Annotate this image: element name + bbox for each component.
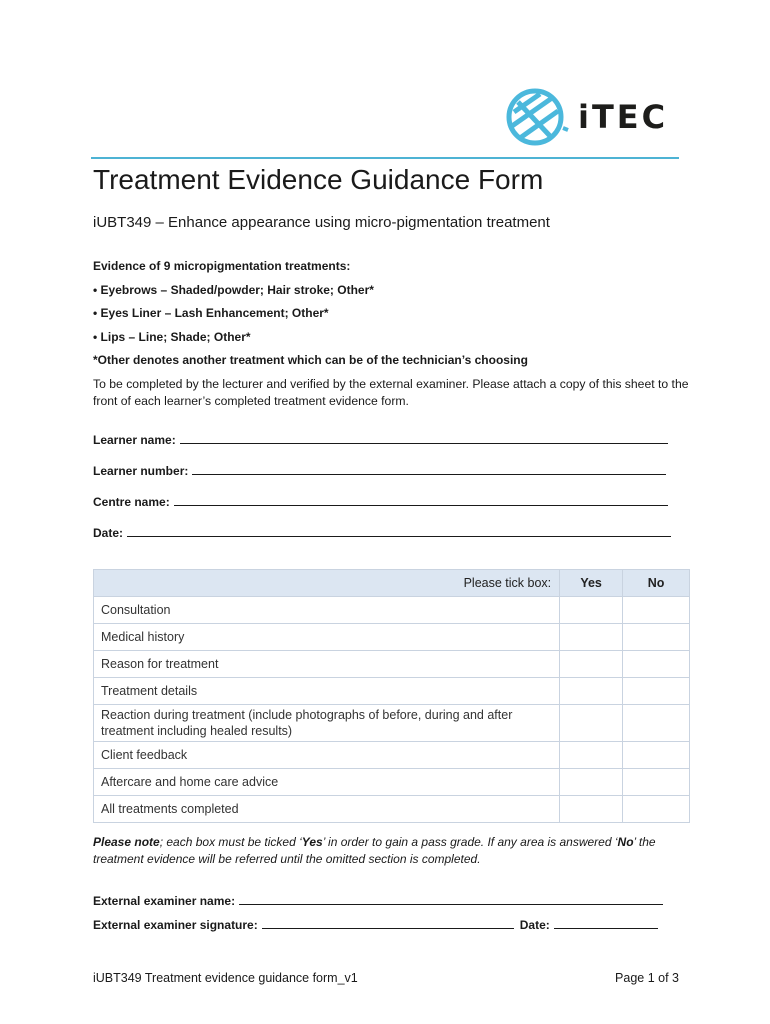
examiner-signature-field[interactable]	[93, 918, 658, 932]
examiner-date-line[interactable]	[554, 918, 658, 929]
yes-tick-box[interactable]	[560, 796, 623, 823]
table-row	[94, 742, 690, 769]
footer-document-name: iUBT349 Treatment evidence guidance form_v1	[93, 971, 358, 985]
examiner-signature-line[interactable]	[262, 918, 514, 929]
table-row	[94, 678, 690, 705]
table-header-row	[94, 570, 690, 597]
learner-name-field[interactable]	[93, 433, 668, 447]
no-tick-box[interactable]	[623, 769, 690, 796]
table-row	[94, 597, 690, 624]
centre-name-line[interactable]	[174, 495, 668, 506]
evidence-item: • Eyebrows – Shaded/powder; Hair stroke; Other*	[93, 283, 374, 297]
row-label: Reaction during treatment (include photographs of before, during and after treatment including healed results)	[94, 705, 560, 742]
row-label: Treatment details	[94, 678, 560, 705]
yes-column-header: Yes	[560, 570, 623, 597]
table-row	[94, 705, 690, 742]
evidence-heading: Evidence of 9 micropigmentation treatments:	[93, 259, 351, 273]
row-label: Medical history	[94, 624, 560, 651]
yes-tick-box[interactable]	[560, 597, 623, 624]
note-yes: Yes	[301, 835, 323, 849]
note-no: No	[617, 835, 634, 849]
table-row	[94, 796, 690, 823]
row-label: All treatments completed	[94, 796, 560, 823]
learner-name-line[interactable]	[180, 433, 668, 444]
no-tick-box[interactable]	[623, 796, 690, 823]
evidence-item: • Eyes Liner – Lash Enhancement; Other*	[93, 306, 329, 320]
yes-tick-box[interactable]	[560, 624, 623, 651]
row-label: Client feedback	[94, 742, 560, 769]
yes-tick-box[interactable]	[560, 705, 623, 742]
instructions: To be completed by the lecturer and verified by the external examiner. Please attach a copy of this sheet to the front of each learner’s completed treatment evidence form.	[93, 377, 689, 408]
tick-box-label: Please tick box:	[94, 570, 560, 597]
date-line[interactable]	[127, 526, 671, 537]
date-field[interactable]	[93, 526, 671, 540]
logo-text: iTEC	[578, 98, 669, 136]
centre-name-field[interactable]	[93, 495, 668, 509]
note-text: ’ in order to gain a pass grade. If any area is answered ‘	[322, 835, 618, 849]
no-tick-box[interactable]	[623, 597, 690, 624]
note-text: ’ the treatment evidence will be referred until the omitted section is completed.	[93, 835, 656, 866]
table-row	[94, 769, 690, 796]
evidence-footnote: *Other denotes another treatment which can be of the technician’s choosing	[93, 353, 528, 367]
examiner-signature-label: External examiner signature:	[93, 918, 258, 932]
row-label: Consultation	[94, 597, 560, 624]
evidence-item: • Lips – Line; Shade; Other*	[93, 330, 251, 344]
learner-name-label: Learner name:	[93, 433, 176, 447]
page-subtitle: iUBT349 – Enhance appearance using micro-pigmentation treatment	[93, 214, 550, 231]
learner-number-line[interactable]	[192, 464, 666, 475]
yes-tick-box[interactable]	[560, 678, 623, 705]
yes-tick-box[interactable]	[560, 742, 623, 769]
no-tick-box[interactable]	[623, 651, 690, 678]
footer-page-number: Page 1 of 3	[615, 971, 679, 985]
no-column-header: No	[623, 570, 690, 597]
yes-tick-box[interactable]	[560, 769, 623, 796]
learner-number-label: Learner number:	[93, 464, 189, 478]
centre-name-label: Centre name:	[93, 495, 170, 509]
itec-logo	[504, 86, 668, 148]
page-title: Treatment Evidence Guidance Form	[93, 164, 544, 195]
note-prefix: Please note	[93, 835, 160, 849]
table-row	[94, 651, 690, 678]
no-tick-box[interactable]	[623, 678, 690, 705]
itec-globe-logo-icon	[504, 86, 570, 148]
no-tick-box[interactable]	[623, 705, 690, 742]
date-label: Date:	[93, 526, 124, 540]
note-text: ; each box must be ticked ‘	[159, 835, 302, 849]
evidence-checklist-table	[93, 569, 690, 823]
header-rule	[91, 157, 679, 159]
examiner-name-field[interactable]	[93, 894, 663, 908]
examiner-name-label: External examiner name:	[93, 894, 236, 908]
yes-tick-box[interactable]	[560, 651, 623, 678]
pass-grade-note	[93, 834, 693, 868]
no-tick-box[interactable]	[623, 624, 690, 651]
table-row	[94, 624, 690, 651]
examiner-date-label: Date:	[519, 918, 550, 932]
row-label: Reason for treatment	[94, 651, 560, 678]
no-tick-box[interactable]	[623, 742, 690, 769]
learner-number-field[interactable]	[93, 464, 666, 478]
row-label: Aftercare and home care advice	[94, 769, 560, 796]
examiner-name-line[interactable]	[239, 894, 663, 905]
